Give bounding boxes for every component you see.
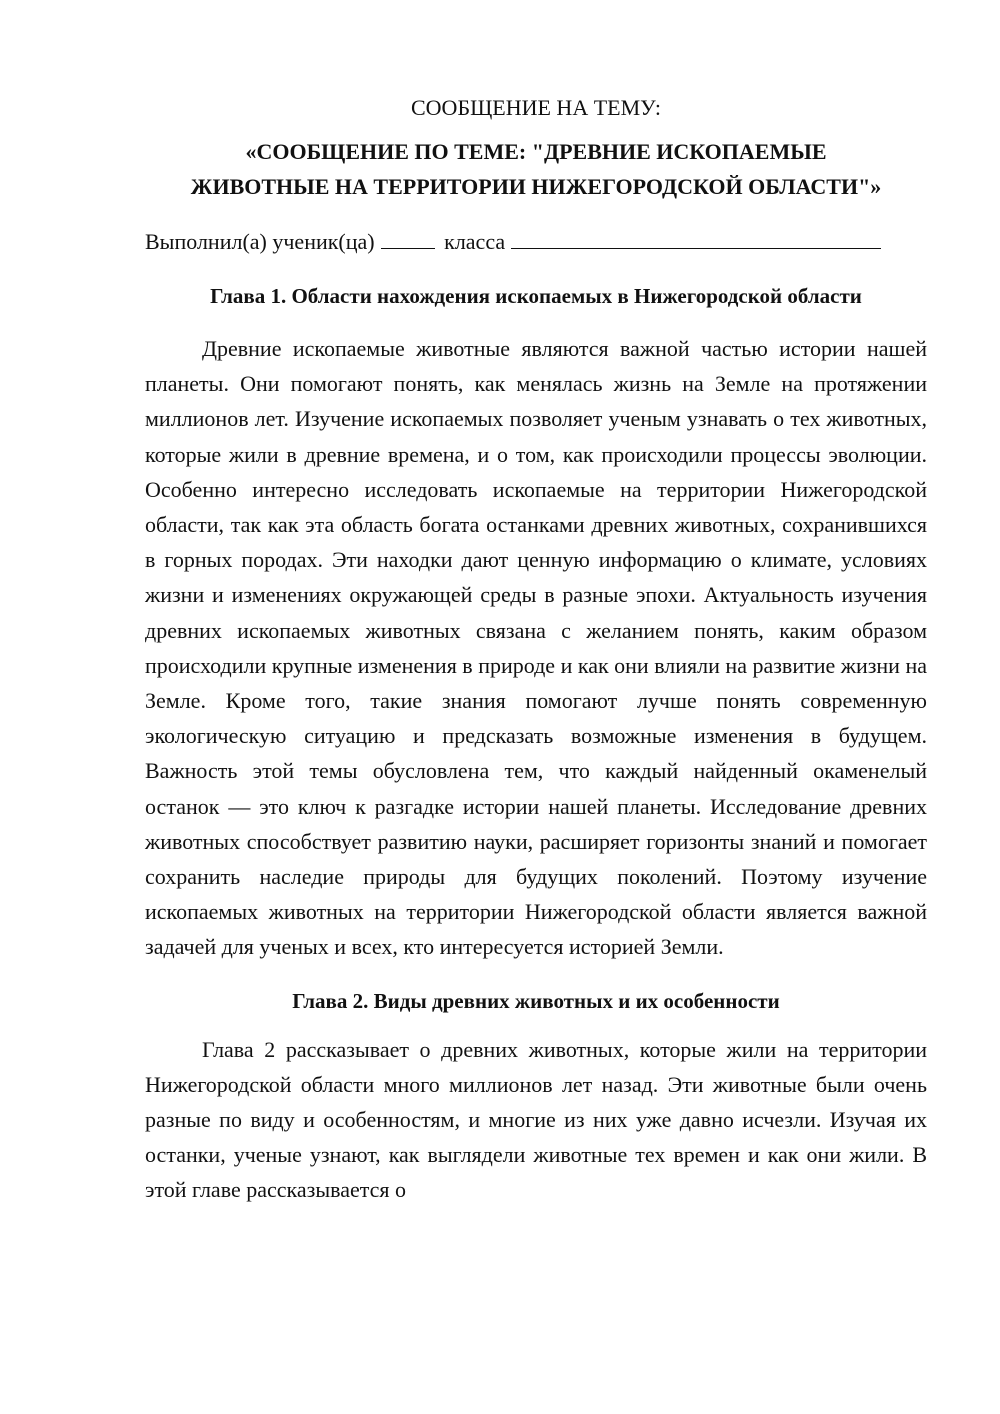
document-title-line-1: «СООБЩЕНИЕ ПО ТЕМЕ: "ДРЕВНИЕ ИСКОПАЕМЫЕ [245, 139, 827, 164]
author-prefix: Выполнил(а) ученик(ца) [145, 229, 375, 254]
class-number-blank [381, 228, 435, 249]
chapter-2-heading: Глава 2. Виды древних животных и их особенности [292, 988, 780, 1013]
chapter-1-heading: Глава 1. Области нахождения ископаемых в Нижегородской области [210, 284, 862, 308]
student-name-blank [511, 228, 881, 249]
chapter-1-paragraph: Древние ископаемые животные являются важной частью истории нашей планеты. Они помогают понять, как менялась жизнь на Земле на протяжении миллионов лет. Изучение ископаемых позволяет ученым узнавать о тех животных, которые жили в древние времена, и о том, как происходили процессы эволюции. Особенно интересно исследовать ископаемые на территории Нижегородской области, так как эта область богата останками древних животных, сохранившихся в горных породах. Эти находки дают ценную информацию о климате, условиях жизни и изменениях окружающей среды в разные эпохи. Актуальность изучения древних ископаемых животных связана с желанием понять, каким образом происходили крупные изменения в природе и как они влияли на развитие жизни на Земле. Кроме того, такие знания помогают лучше понять современную экологическую ситуацию и предсказать возможные изменения в будущем. Важность этой темы обусловлена тем, что каждый найденный окаменелый останок — это ключ к разгадке истории нашей планеты. Исследование древних животных способствует развитию науки, расширяет горизонты знаний и помогает сохранить наследие природы для будущих поколений. Поэтому изучение ископаемых животных на территории Нижегородской области является важной задачей для ученых и всех, кто интересуется историей Земли. [145, 336, 927, 960]
document-label: СООБЩЕНИЕ НА ТЕМУ: [411, 95, 661, 120]
document-title-line-2: ЖИВОТНЫЕ НА ТЕРРИТОРИИ НИЖЕГОРОДСКОЙ ОБЛАСТИ"» [190, 174, 882, 199]
author-line [145, 226, 927, 258]
document-title [145, 134, 927, 204]
author-class-label: класса [444, 229, 506, 254]
document-page [145, 92, 927, 1208]
chapter-2-paragraph: Глава 2 рассказывает о древних животных, которые жили на территории Нижегородской области много миллионов лет назад. Эти животные были очень разные по виду и особенностям, и многие из них уже давно исчезли. Изучая их останки, ученые узнают, как выглядели животные тех времен и как они жили. В этой главе рассказывается о [145, 1036, 927, 1203]
